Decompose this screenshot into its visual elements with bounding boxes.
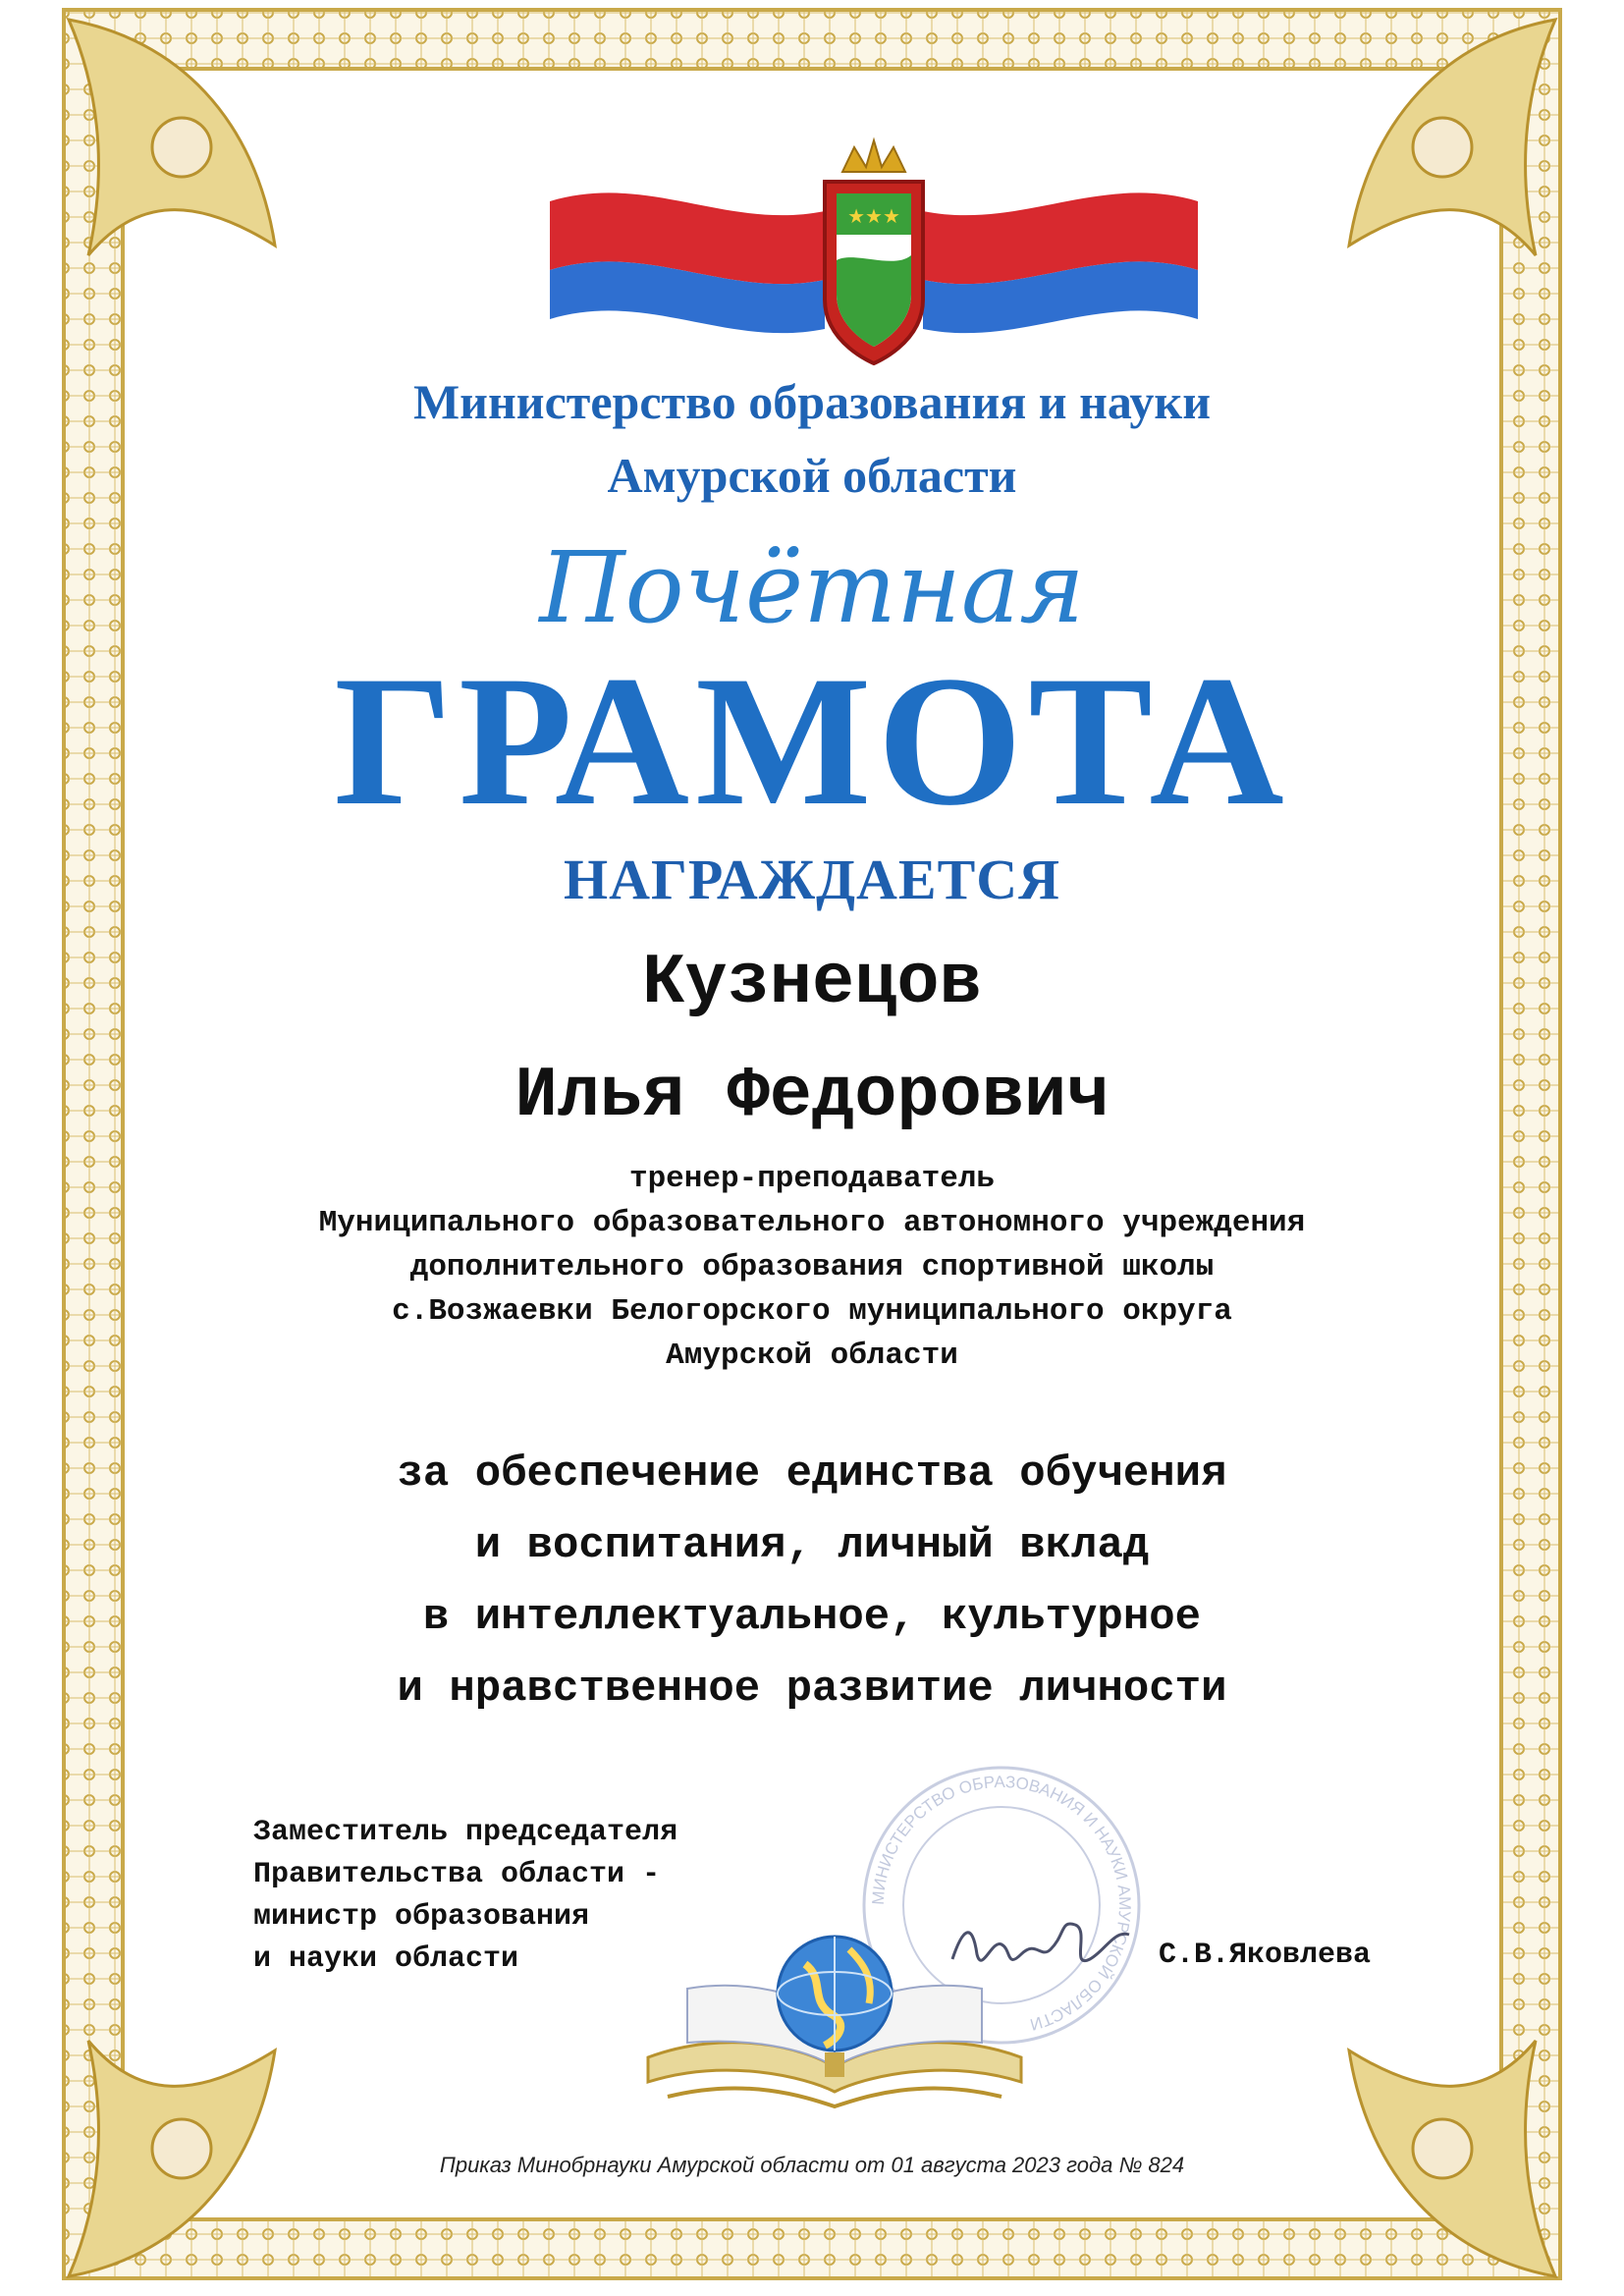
recipient-position (0, 1157, 1624, 1378)
globe-icon (778, 1937, 892, 2050)
ministry-name-line1: Министерство образования и науки (412, 374, 1211, 429)
signer-title-line: и науки области (253, 1942, 519, 1976)
position-line: с.Возжаевки Белогорского муниципального округа (392, 1294, 1232, 1329)
position-line: Муниципального образовательного автономного учреждения (318, 1206, 1306, 1240)
certificate-title: ГРАМОТА (334, 638, 1290, 845)
signer-title (253, 1812, 677, 1981)
signer-title-line: Правительства области - (253, 1858, 661, 1891)
signer-title-line: Заместитель председателя (253, 1816, 678, 1849)
position-line: Амурской области (666, 1339, 958, 1373)
ministry-name-line2: Амурской области (607, 448, 1017, 503)
awarded-heading: НАГРАЖДАЕТСЯ (563, 847, 1061, 911)
svg-text:★★★: ★★★ (847, 204, 900, 228)
coat-of-arms-icon (825, 140, 923, 363)
regional-flag-emblem (530, 133, 1218, 368)
position-line: тренер-преподаватель (628, 1162, 996, 1196)
recipient-surname: Кузнецов (642, 943, 982, 1023)
reason-line: за обеспечение единства обучения (397, 1449, 1227, 1499)
reason-line: и воспитания, личный вклад (474, 1521, 1150, 1570)
stamp-text: МИНИСТЕРСТВО ОБРАЗОВАНИЯ И НАУКИ АМУРСКОЙ ОБЛАСТИ (868, 1772, 1135, 2035)
handwritten-signature (943, 1900, 1139, 1989)
position-line: дополнительного образования спортивной школы (409, 1250, 1215, 1285)
signer-title-line: министр образования (253, 1900, 590, 1934)
decree-reference: Приказ Минобрнауки Амурской области от 01 августа 2023 года № 824 (439, 2153, 1185, 2177)
reason-line: и нравственное развитие личности (397, 1665, 1227, 1714)
recipient-given-names: Илья Федорович (514, 1056, 1110, 1136)
award-reason (0, 1439, 1624, 1725)
reason-line: в интеллектуальное, культурное (422, 1593, 1202, 1642)
signer-name: С.В.Яковлева (1159, 1939, 1372, 1972)
certificate-subtitle: Почётная (539, 530, 1085, 645)
